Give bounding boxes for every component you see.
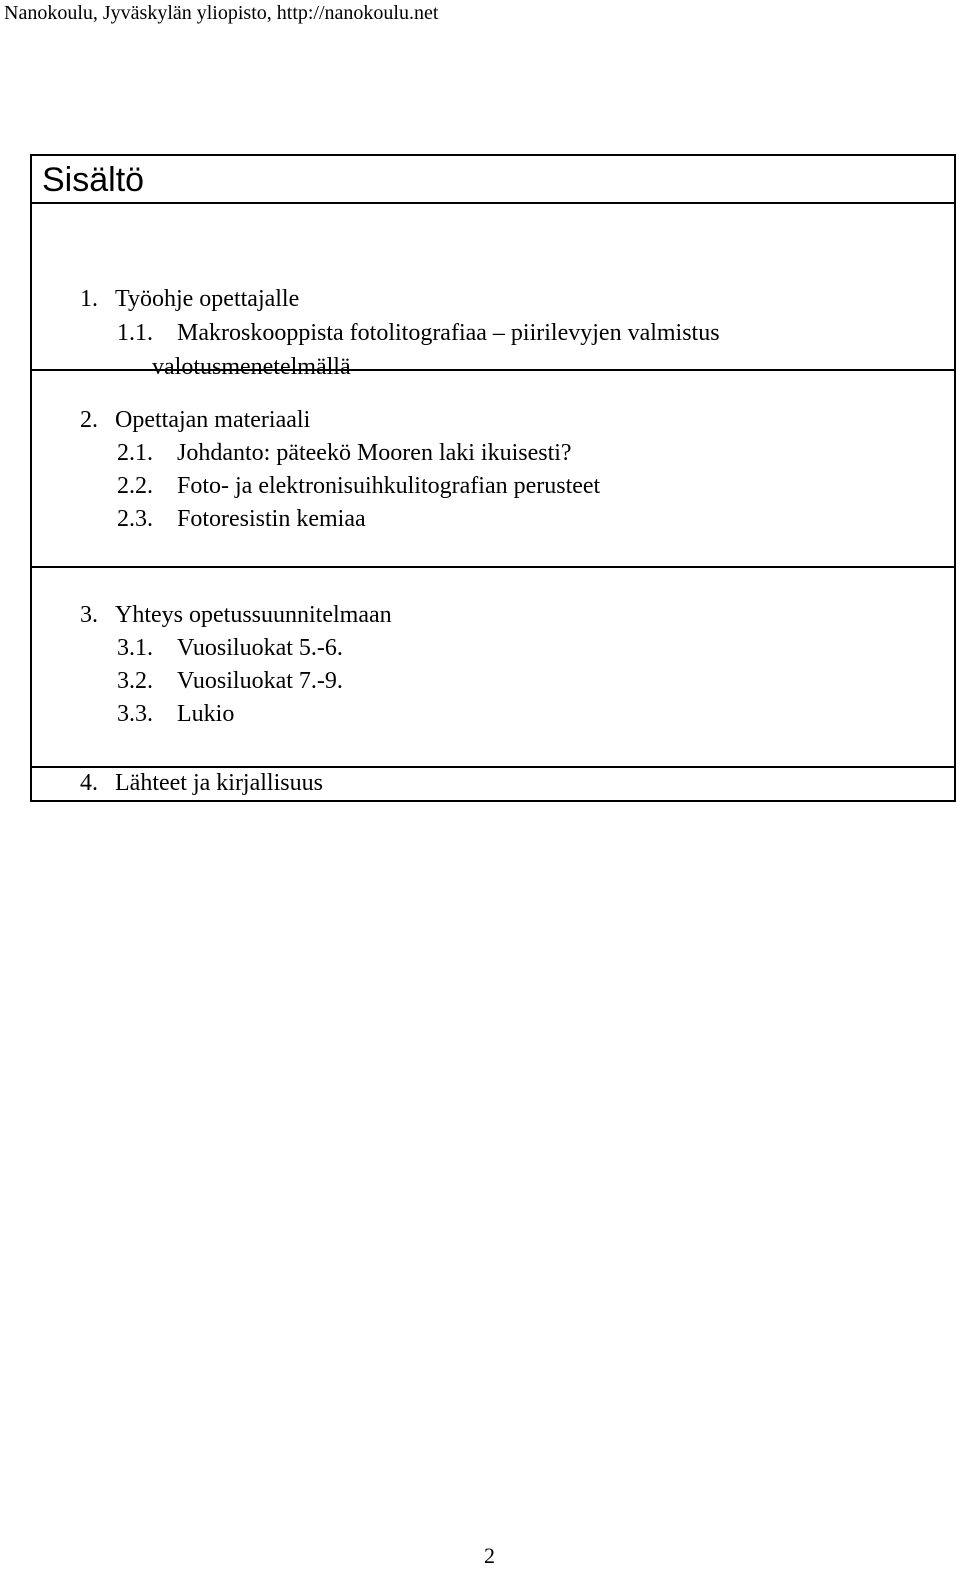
toc-entry-number: 3.1. [117, 635, 153, 661]
toc-entry-label: Yhteys opetussuunnitelmaan [115, 602, 392, 628]
toc-entry-label: Lukio [177, 701, 235, 727]
toc-section-3 [32, 568, 954, 768]
toc-entry-label: Opettajan materiaali [115, 407, 311, 433]
toc-entry-number: 3.2. [117, 668, 153, 694]
toc-entry-number: 2.3. [117, 506, 153, 532]
toc-entry-number: 1. [80, 286, 98, 312]
toc-entry-number: 3. [80, 602, 98, 628]
toc-section-4 [32, 768, 954, 802]
toc-entry-number: 1.1. [117, 320, 153, 346]
toc-entry-label: Fotoresistin kemiaa [177, 506, 366, 532]
toc-section-1 [32, 204, 954, 380]
toc-entry-number: 2. [80, 407, 98, 433]
document-header: Nanokoulu, Jyväskylän yliopisto, http://nanokoulu.net [4, 2, 439, 24]
toc-title-row [32, 156, 954, 204]
toc-section-2 [32, 371, 954, 568]
toc-entry-label: Johdanto: päteekö Mooren laki ikuisesti? [177, 440, 572, 466]
toc-entry-label: Makroskooppista fotolitografiaa – piirilevyjen valmistus [177, 320, 720, 346]
toc-entry-number: 2.1. [117, 440, 153, 466]
toc-entry-label: Foto- ja elektronisuihkulitografian perusteet [177, 473, 601, 499]
toc-entry-number: 3.3. [117, 701, 153, 727]
toc-entry-label: Vuosiluokat 7.-9. [177, 668, 343, 694]
toc-entry-1-1-continuation: valotusmenetelmällä [152, 354, 351, 380]
page-number: 2 [484, 1543, 495, 1568]
toc-entry-label: Työohje opettajalle [115, 286, 300, 312]
toc-entry-number: 4. [80, 770, 98, 796]
table-of-contents [30, 154, 956, 802]
toc-title: Sisältö [42, 161, 145, 199]
toc-entry-label: Vuosiluokat 5.-6. [177, 635, 343, 661]
toc-entry-label: Lähteet ja kirjallisuus [115, 770, 323, 796]
toc-entry-number: 2.2. [117, 473, 153, 499]
